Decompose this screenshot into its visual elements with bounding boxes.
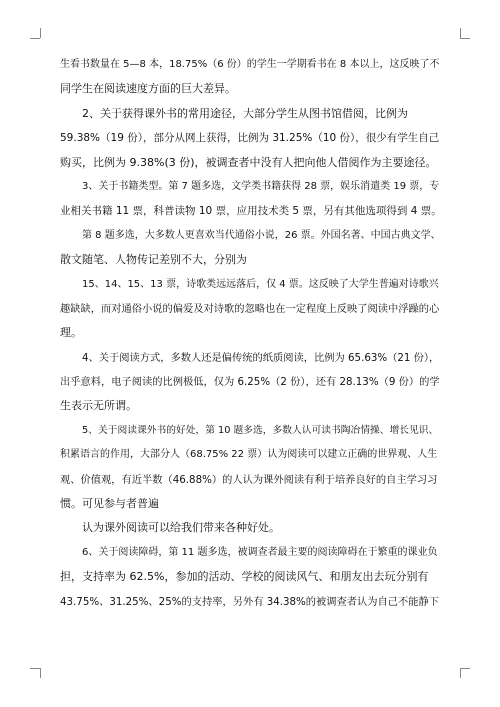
document-body (60, 58, 445, 619)
text-line: 业相关书籍 11 票，科普读物 10 票，应用技术类 5 票，另有其他选项得到 4 票。 (60, 205, 442, 218)
text-line: 积累语言的作用，大部分人（68.75% 22 票）认为阅读可以建立正确的世界观、人生 (60, 449, 438, 461)
text-line: 15、14、15、13 票，诗歌类远远落后，仅 4 票。这反映了大学生普遍对诗歌兴 (82, 278, 439, 290)
text-line: 担，支持率为 62.5%，参加的活动、学校的阅读风气、和朋友出去玩分别有 (60, 570, 429, 584)
text-line: 同学生在阅读速度方面的巨大差异。 (60, 82, 236, 96)
text-line: 观、价值观，有近半数（46.88%）的人认为课外阅读有利于培养良好的自主学习习 (60, 473, 438, 486)
text-line: 生表示无所谓。 (60, 399, 137, 413)
text-line: 趣缺缺，而对通俗小说的偏爱及对诗歌的忽略也在一定程度上反映了阅读中浮躁的心 (60, 302, 440, 315)
text-line: 43.75%、31.25%、25%的支持率，另外有 34.38%的被调查者认为自己不能静下 (60, 595, 440, 608)
text-line: 5、关于阅读课外书的好处，第 10 题多选，多数人认可读书陶冶情操、增长见识、 (82, 424, 439, 436)
text-line: 4、关于阅读方式，多数人还是偏传统的纸质阅读，比例为 65.63%（21 份）， (82, 351, 440, 364)
text-line: 认为课外阅读可以给我们带来各种好处。 (82, 521, 280, 535)
text-line: 3、关于书籍类型。第 7 题多选，文学类书籍获得 28 票，娱乐消遣类 19 票，专 (82, 180, 440, 192)
text-line: 59.38%（19 份），部分从网上获得，比例为 31.25%（10 份），很少有学生自己 (60, 132, 440, 145)
text-line: 理。 (60, 326, 82, 340)
text-line: 2、关于获得课外书的常用途径，大部分学生从图书馆借阅，比例为 (82, 106, 408, 120)
text-line: 第 8 题多选，大多数人更喜欢当代通俗小说，26 票。外国名著、中国古典文学、 (82, 229, 441, 241)
text-line: 生看书数量在 5—8 本，18.75%（6 份）的学生一学期看书在 8 本以上，这反映了不 (60, 59, 440, 70)
text-line: 6、关于阅读障碍，第 11 题多选，被调查者最主要的阅读障碍在于繁重的课业负 (82, 546, 438, 558)
text-line: 出乎意料，电子阅读的比例极低，仅为 6.25%（2 份），还有 28.13%（9 份）的学 (60, 376, 440, 389)
text-line: 购买，比例为 9.38%(3 份)，被调查者中没有人把向他人借阅作为主要途径。 (60, 155, 437, 169)
text-line: 散文随笔、人物传记差别不大，分别为 (60, 253, 247, 267)
text-line: 惯。可见参与者普遍 (60, 497, 159, 511)
